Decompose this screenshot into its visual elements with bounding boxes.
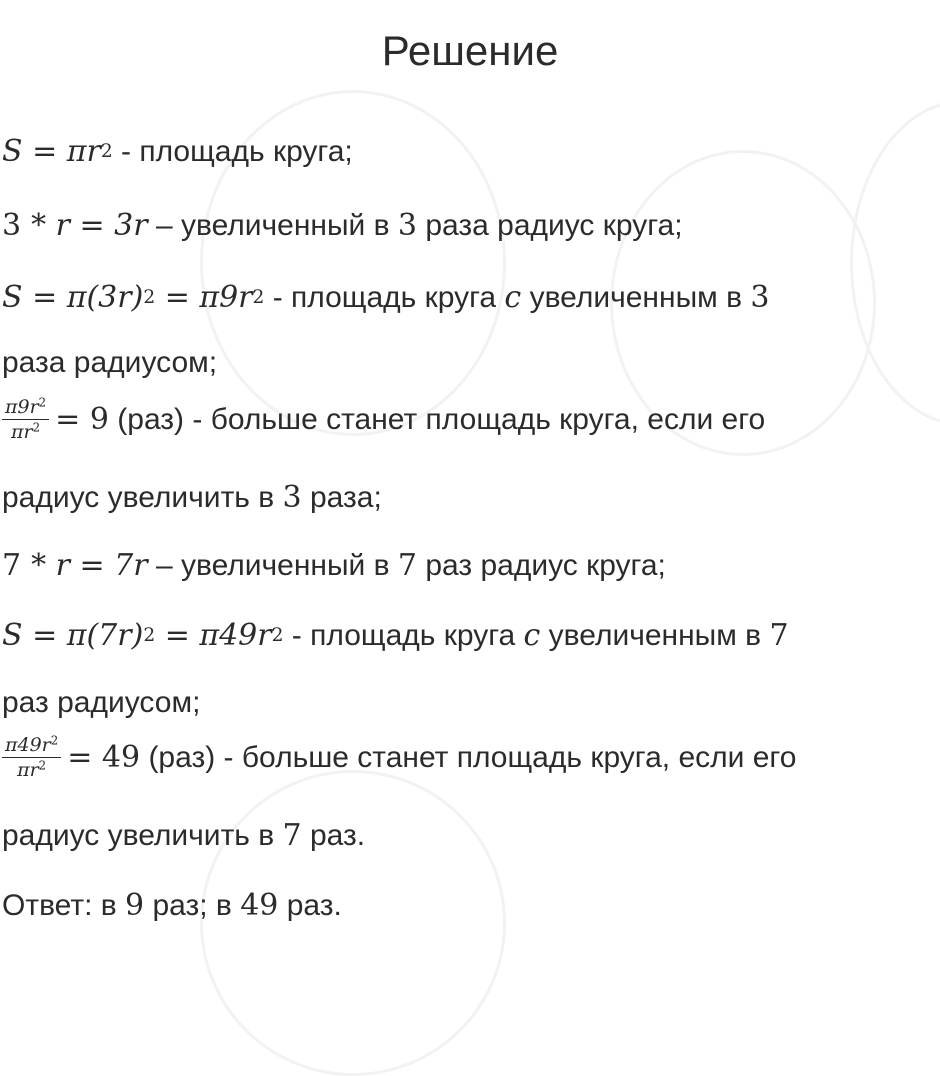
number: 49 [240,888,279,923]
variable: c [523,618,541,653]
line-text: увеличенным в [521,280,751,314]
solution-line-3: S = π(3r) 2 = π9r 2 - площадь круга c увеличенным в 3 [2,280,770,315]
line-text: увеличенным в [540,618,770,652]
fraction-numerator: π49r [5,734,51,756]
solution-line-8: S = π(7r) 2 = π49r 2 - площадь круга c увеличенным в 7 [2,618,789,653]
number: 3 [282,480,302,515]
watermark-ring [850,100,940,426]
fraction: $\frac{\pi 49r^2}{\pi r^2}$ [2,734,61,781]
formula: = 9 [55,402,109,437]
fraction-denominator: πr [11,421,33,443]
line-text: - площадь круга [283,618,524,652]
number: 3 [750,280,770,315]
line-text: раза; [301,480,382,514]
answer-line [2,888,342,923]
solution-line-4 [2,346,217,380]
line-text: - площадь круга; [112,134,353,168]
line-text: (раз) - больше станет площадь круга, если его [108,402,766,436]
line-text: раз. [301,818,366,852]
factor: 3 [2,208,22,243]
solution-line-9 [2,686,200,720]
line-text: раз радиус круга; [417,548,666,582]
number: 9 [125,888,145,923]
formula: * r = 7r [31,548,148,583]
formula: S = πr [2,134,101,169]
formula: S = π(7r) [2,618,144,653]
page-title: Решение [381,27,559,75]
line-text: радиус увеличить в [2,818,283,852]
solution-line-1: S = πr 2 - площадь круга; [2,134,353,169]
line-text: - площадь круга [264,280,505,314]
formula: * r = 3r [31,208,148,243]
solution-line-7 [2,548,666,583]
line-text: Ответ: в [2,888,126,922]
line-text: – увеличенный в [147,548,398,582]
line-text: (раз) - больше станет площадь круга, если его [140,740,797,774]
number: 7 [397,548,417,583]
line-text: – увеличенный в [147,208,398,242]
fraction-numerator: π9r [5,396,39,418]
line-text: раза радиус круга; [417,208,683,242]
factor: 7 [2,548,22,583]
fraction-denominator: πr [17,759,39,781]
line-text: раз; в [144,888,241,922]
number: 7 [282,818,302,853]
line-text: раза радиусом; [2,346,218,379]
line-text: раз радиусом; [2,686,201,719]
fraction: $\frac{\pi 9r^2}{\pi r^2}$ [2,396,49,443]
formula: = π9r [155,280,253,315]
formula: = 49 [67,740,141,775]
line-text: радиус увеличить в [2,480,283,514]
solution-line-5 [2,396,765,443]
solution-line-10 [2,734,796,781]
line-text: раз. [278,888,342,922]
number: 3 [397,208,417,243]
solution-line-2 [2,208,683,243]
watermark-ring [200,770,506,1076]
formula: = π49r [155,618,272,653]
solution-line-11 [2,818,365,853]
formula: S = π(3r) [2,280,144,315]
variable: c [504,280,522,315]
solution-line-6 [2,480,382,515]
number: 7 [769,618,789,653]
